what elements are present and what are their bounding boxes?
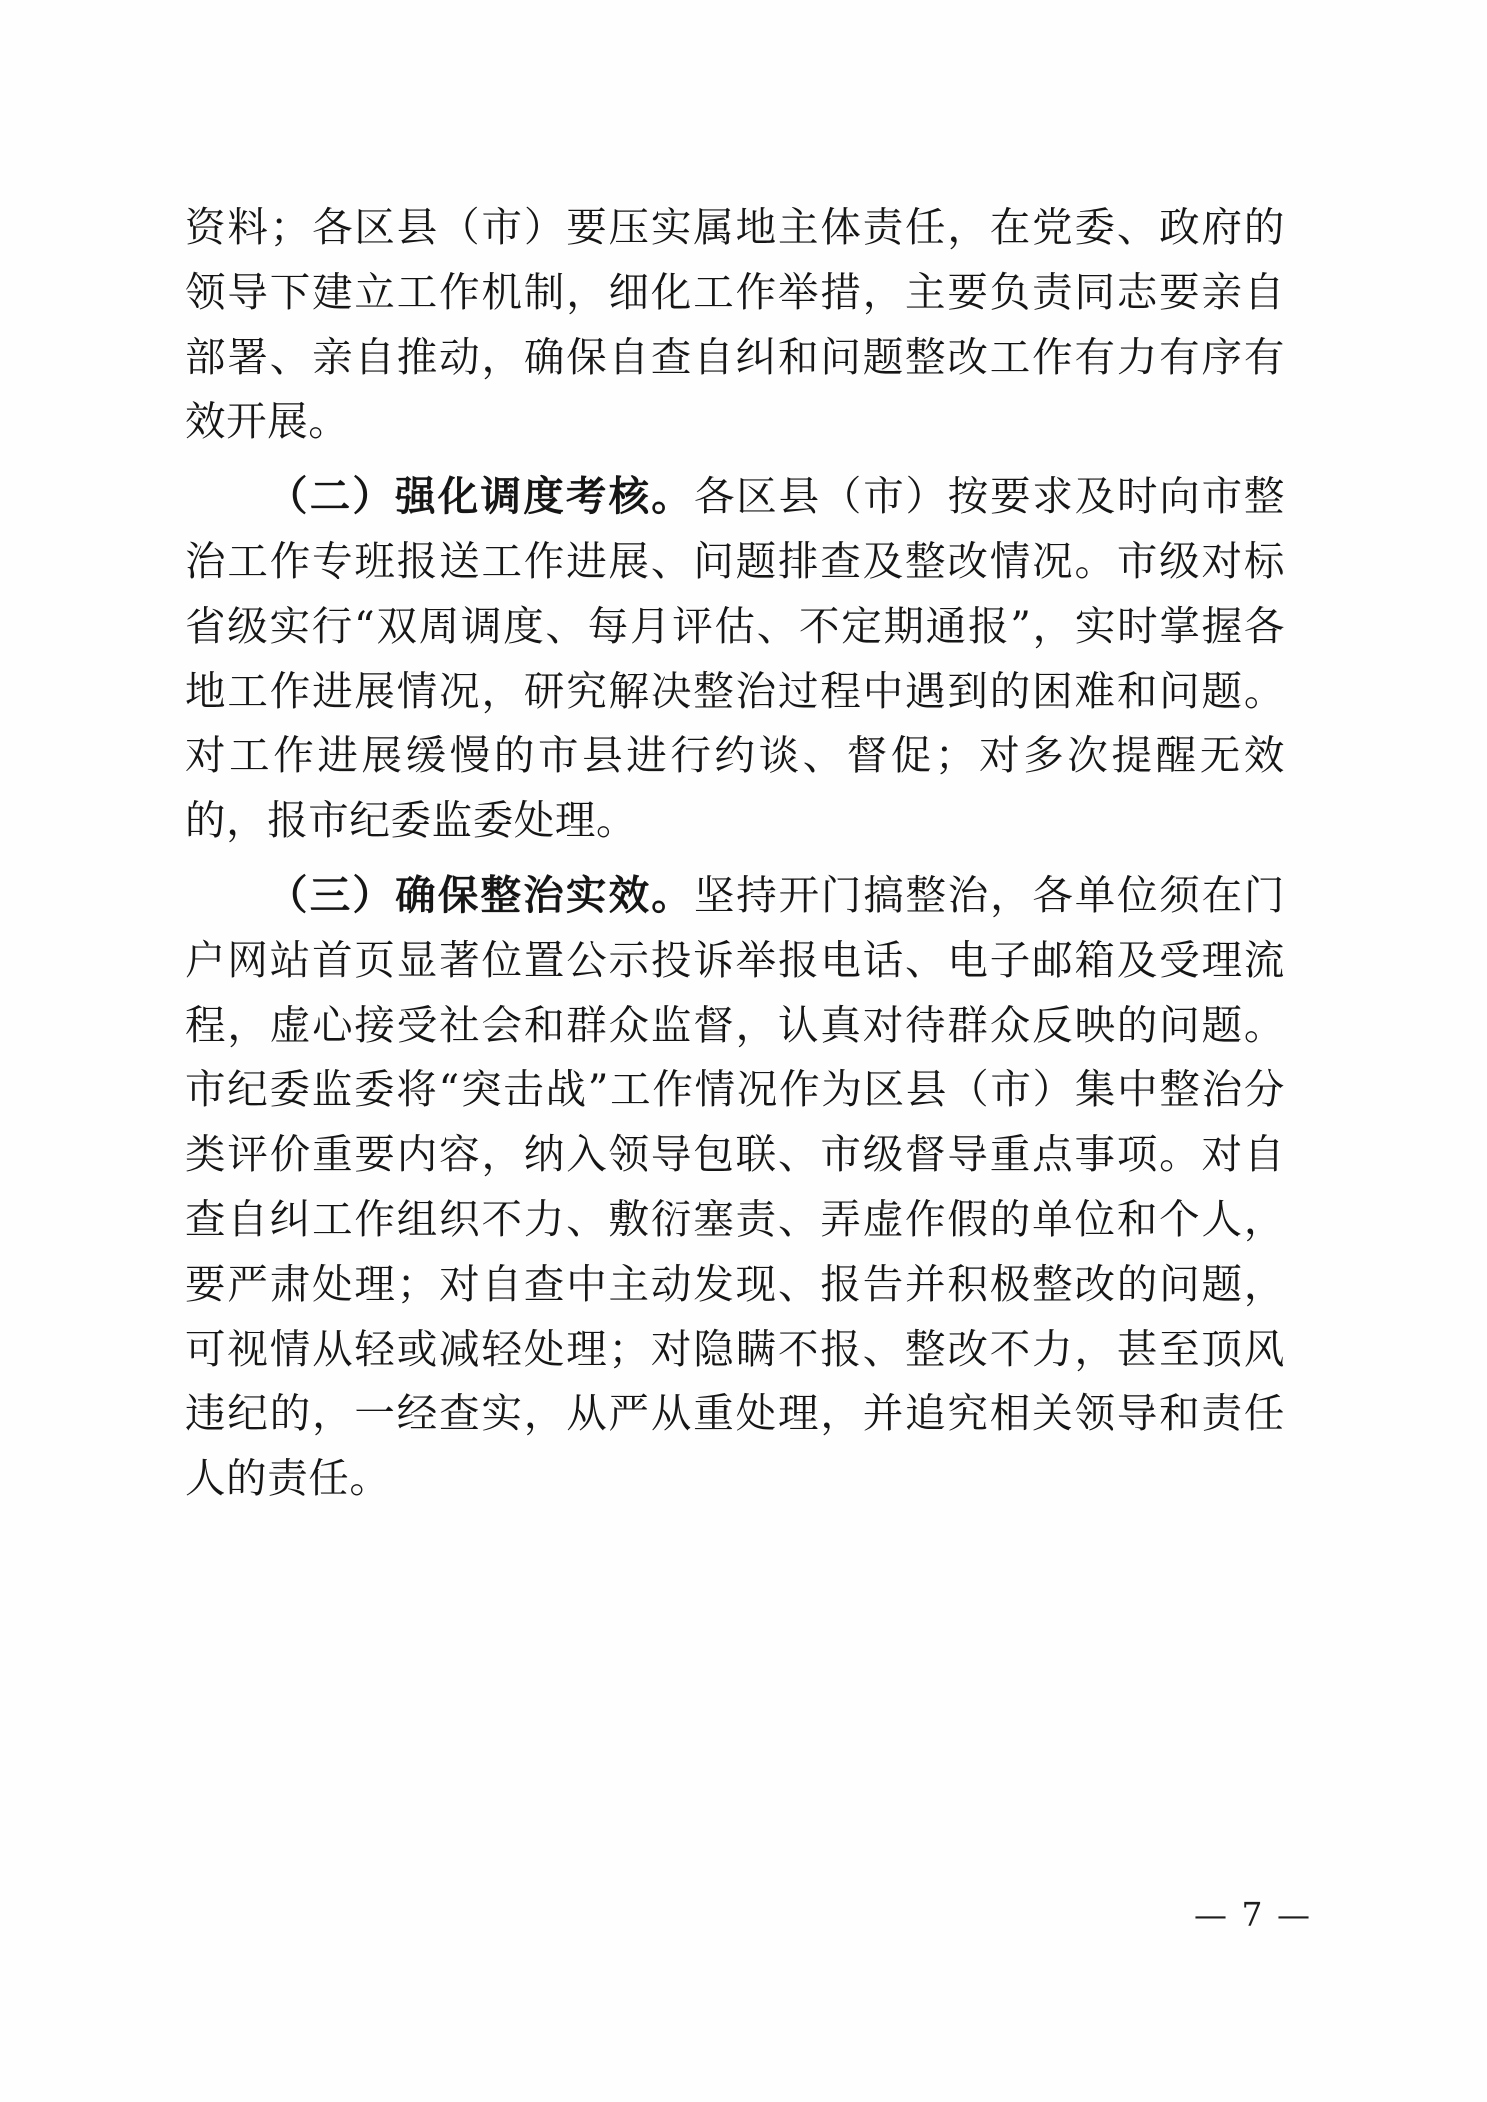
page-number: — 7 — (1194, 1895, 1312, 1934)
paragraph-section-three (185, 863, 1285, 1511)
section-heading-two: （二）强化调度考核。 (267, 472, 694, 521)
section-heading-three: （三）确保整治实效。 (267, 870, 694, 919)
paragraph-text: 资料；各区县（市）要压实属地主体责任，在党委、政府的领导下建立工作机制，细化工作举措，主要负责同志要亲自部署、亲自推动，确保自查自纠和问题整改工作有力有序有效开展。 (185, 203, 1285, 446)
paragraph-text: 坚持开门搞整治，各单位须在门户网站首页显著位置公示投诉举报电话、电子邮箱及受理流程，虚心接受社会和群众监督，认真对待群众反映的问题。市纪委监委将“突击战”工作情况作为区县（市）集中整治分类评价重要内容，纳入领导包联、市级督导重点事项。对自查自纠工作组织不力、敷衍塞责、弄虚作假的单位和个人，要严肃处理；对自查中主动发现、报告并积极整改的问题，可视情从轻或减轻处理；对隐瞒不报、整改不力，甚至顶风违纪的，一经查实，从严从重处理，并追究相关领导和责任人的责任。 (185, 870, 1285, 1503)
paragraph-continued (185, 195, 1285, 454)
paragraph-text: 各区县（市）按要求及时向市整治工作专班报送工作进展、问题排查及整改情况。市级对标省级实行“双周调度、每月评估、不定期通报”，实时掌握各地工作进展情况，研究解决整治过程中遇到的困难和问题。对工作进展缓慢的市县进行约谈、督促；对多次提醒无效的，报市纪委监委处理。 (185, 472, 1285, 845)
document-body (185, 195, 1285, 1513)
paragraph-section-two (185, 464, 1285, 853)
